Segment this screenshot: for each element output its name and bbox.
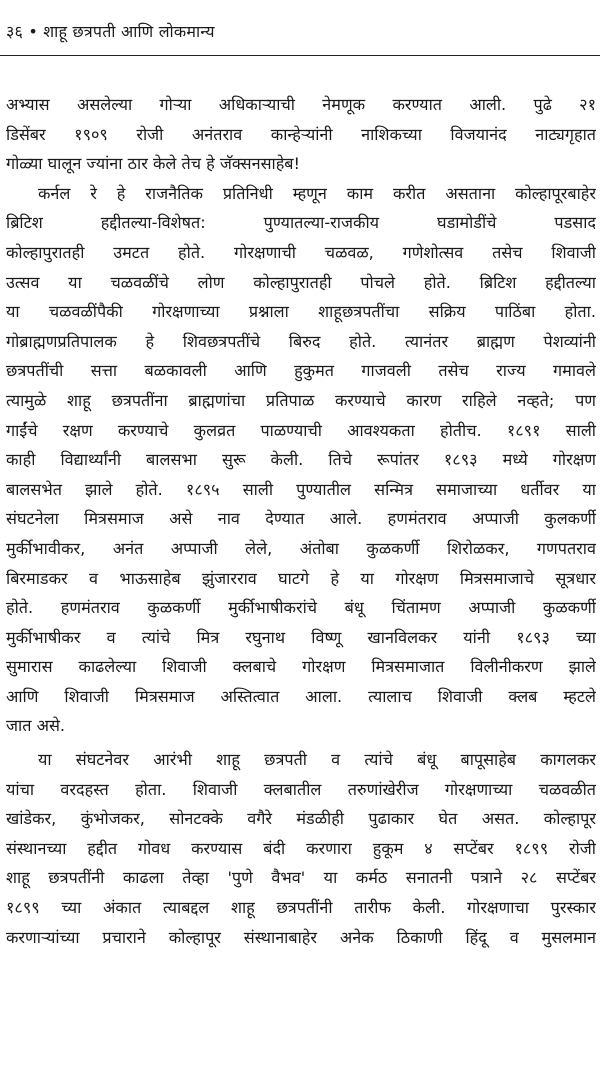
text-line: सुमारास काढलेल्या शिवाजी क्लबाचे गोरक्षण मित्रसमाजात विलीनीकरण झाले — [6, 657, 596, 677]
text-line: ब्रिटिश हद्दीतल्या-विशेषत: पुण्यातल्या-राजकीय घडामोडींचे पडसाद — [6, 213, 596, 233]
text-line: छत्रपतींची सत्ता बळकावली आणि हुकुमत गाजवली तसेच राज्य गमावले — [6, 361, 596, 381]
running-header: ३६ • शाहू छत्रपती आणि लोकमान्य — [6, 22, 215, 41]
text-line: संस्थानच्या हद्दीत गोवध करण्यास बंदी करणारा हुकूम ४ सप्टेंबर १८९९ रोजी — [6, 838, 596, 858]
text-line: या चळवळींपैकी गोरक्षणाच्या प्रश्नाला शाहूछत्रपतींचा सक्रिय पाठिंबा होता. — [6, 302, 596, 322]
text-line: कर्नल रे हे राजनैतिक प्रतिनिधी म्हणून काम करीत असताना कोल्हापूरबाहेर — [38, 183, 596, 203]
text-line: बिरमाडकर व भाऊसाहेब झुंजारराव घाटगे हे या गोरक्षण मित्रसमाजाचे सूत्रधार — [6, 568, 596, 588]
text-line: होते. हणमंतराव कुळकर्णी मुर्कीभाषीकरांचे बंधू चिंतामण अप्पाजी कुळकर्णी — [6, 598, 596, 618]
paragraph-2 — [6, 179, 596, 741]
text-line: गोब्राह्मणप्रतिपालक हे शिवछत्रपतींचे बिरुद होते. त्यानंतर ब्राह्मण पेशव्यांनी — [6, 331, 596, 351]
text-line: करणाऱ्यांच्या प्रचाराने कोल्हापूर संस्थानाबाहेर अनेक ठिकाणी हिंदू व मुसलमान — [6, 927, 596, 947]
body-text — [6, 90, 596, 952]
text-line: मुर्कीभावीकर, अनंत अप्पाजी लेले, अंतोबा कुळकर्णी शिरोळकर, गणपतराव — [6, 538, 596, 558]
text-line: या संघटनेवर आरंभी शाहू छत्रपती व त्यांचे बंधू बापूसाहेब कागलकर — [38, 750, 596, 770]
text-line: कोल्हापुरातही उमटत होते. गोरक्षणाची चळवळ, गणेशोत्सव तसेच शिवाजी — [6, 242, 596, 262]
text-line: जात असे. — [6, 716, 66, 736]
text-line: बालसभेत झाले होते. १८९५ साली पुण्यातील सन्मित्र समाजाच्या धर्तीवर या — [6, 479, 596, 499]
paragraph-3 — [6, 745, 596, 952]
text-line: गाईंचे रक्षण करण्याचे कुलव्रत पाळण्याची आवश्यकता होतीच. १८९१ साली — [6, 420, 596, 440]
text-line: मुर्कीभाषीकर व त्यांचे मित्र रघुनाथ विष्णू खानविलकर यांनी १८९३ च्या — [6, 627, 596, 647]
text-line: संघटनेला मित्रसमाज असे नाव देण्यात आले. हणमंतराव अप्पाजी कुलकर्णी — [6, 509, 596, 529]
text-line: अभ्यास असलेल्या गोऱ्या अधिकाऱ्याची नेमणूक करण्यात आली. पुढे २१ — [6, 95, 596, 114]
text-line: आणि शिवाजी मित्रसमाज अस्तित्वात आला. त्यालाच शिवाजी क्लब म्हटले — [6, 686, 596, 706]
text-line: खांडेकर, कुंभोजकर, सोनटक्के वगैरे मंडळीही पुढाकार घेत असत. कोल्हापूर — [6, 809, 596, 829]
text-line: काही विद्यार्थ्यांनी बालसभा सुरू केली. तिचे रूपांतर १८९३ मध्ये गोरक्षण — [6, 450, 596, 470]
paragraph-1 — [6, 90, 596, 179]
header-rule — [0, 55, 600, 56]
text-line: त्यामुळे शाहू छत्रपतींना ब्राह्मणांचा प्रतिपाळ करण्याचे कारण राहिले नव्हते; पण — [6, 390, 596, 410]
text-line: उत्सव या चळवळींचे लोण कोल्हापुरातही पोचले होते. ब्रिटिश हद्दीतल्या — [6, 272, 596, 292]
text-line: यांचा वरदहस्त होता. शिवाजी क्लबातील तरुणांखेरीज गोरक्षणाच्या चळवळीत — [6, 779, 596, 799]
text-line: १८९९ च्या अंकात त्याबद्दल शाहू छत्रपतींनी तारीफ केली. गोरक्षणाचा पुरस्कार — [6, 898, 596, 918]
text-line: डिसेंबर १९०९ रोजी अनंतराव कान्हेऱ्यांनी नाशिकच्या विजयानंद नाट्यगृहात — [6, 124, 596, 144]
text-line: गोळ्या घालून ज्यांना ठार केले तेच हे जॅक्सनसाहेब! — [6, 154, 301, 174]
text-line: शाहू छत्रपतींनी काढला तेव्हा 'पुणे वैभव' या कर्मठ सनातनी पत्राने २८ सप्टेंबर — [6, 868, 596, 888]
